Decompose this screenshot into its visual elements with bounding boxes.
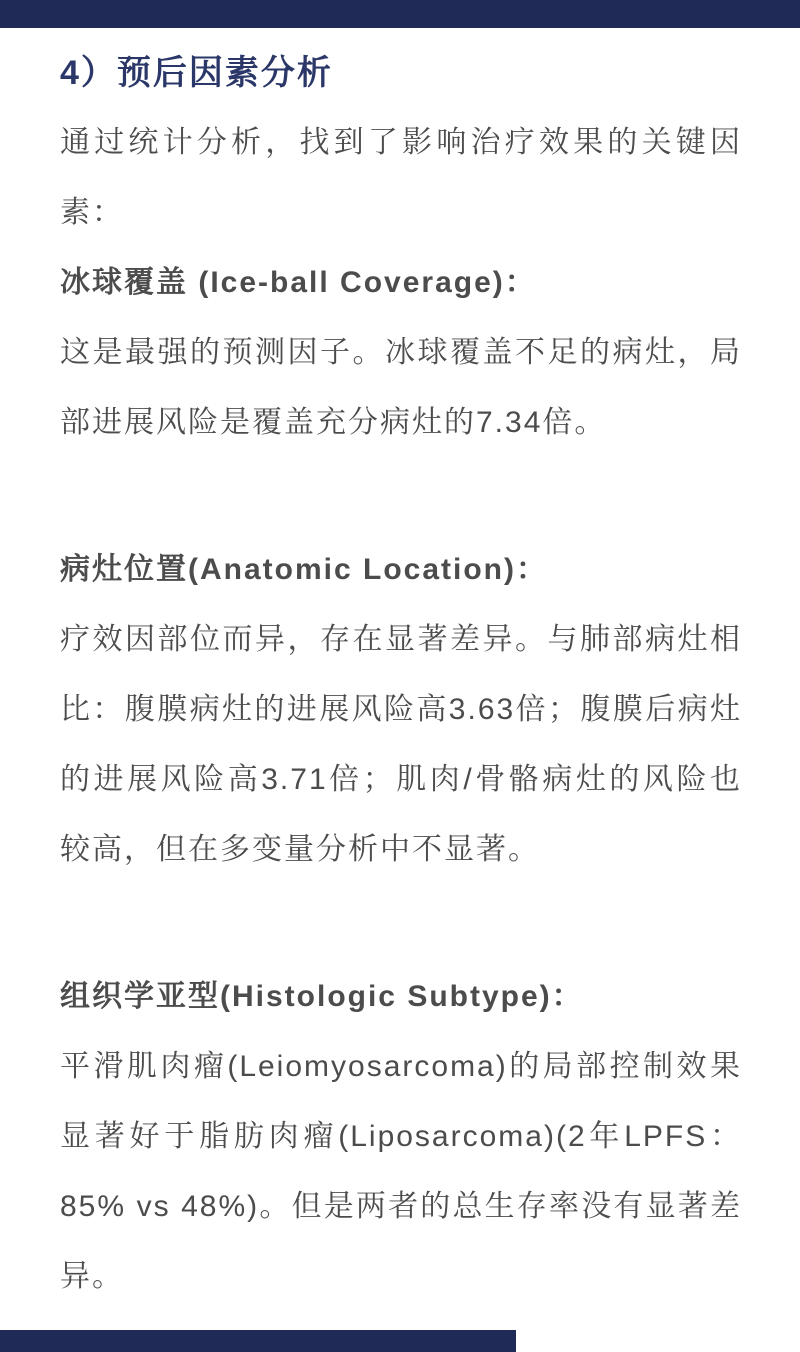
section-title: 组织学亚型(Histologic Subtype)： (60, 980, 584, 1013)
page-title: 4）预后因素分析 (60, 54, 333, 92)
intro-paragraph: 通过统计分析，找到了影响治疗效果的关键因素： (60, 126, 742, 229)
section-body: 疗效因部位而异，存在显著差异。与肺部病灶相比：腹膜病灶的进展风险高3.63倍；腹膜后病灶的进展风险高3.71倍；肌肉/骨骼病灶的风险也较高，但在多变量分析中不显著。 (60, 623, 742, 866)
section-histologic-subtype (60, 962, 742, 1312)
section-body: 平滑肌肉瘤(Leiomyosarcoma)的局部控制效果显著好于脂肪肉瘤(Liposarcoma)(2年LPFS：85% vs 48%)。但是两者的总生存率没有显著差异。 (60, 1050, 742, 1293)
bottom-divider-bar (0, 1330, 516, 1352)
section-anatomic-location (60, 535, 742, 885)
section-ice-ball-coverage (60, 248, 742, 458)
section-title: 冰球覆盖 (Ice-ball Coverage)： (60, 266, 537, 299)
section-body: 这是最强的预测因子。冰球覆盖不足的病灶，局部进展风险是覆盖充分病灶的7.34倍。 (60, 336, 742, 439)
section-title: 病灶位置(Anatomic Location)： (60, 553, 548, 586)
top-divider-bar (0, 0, 800, 28)
